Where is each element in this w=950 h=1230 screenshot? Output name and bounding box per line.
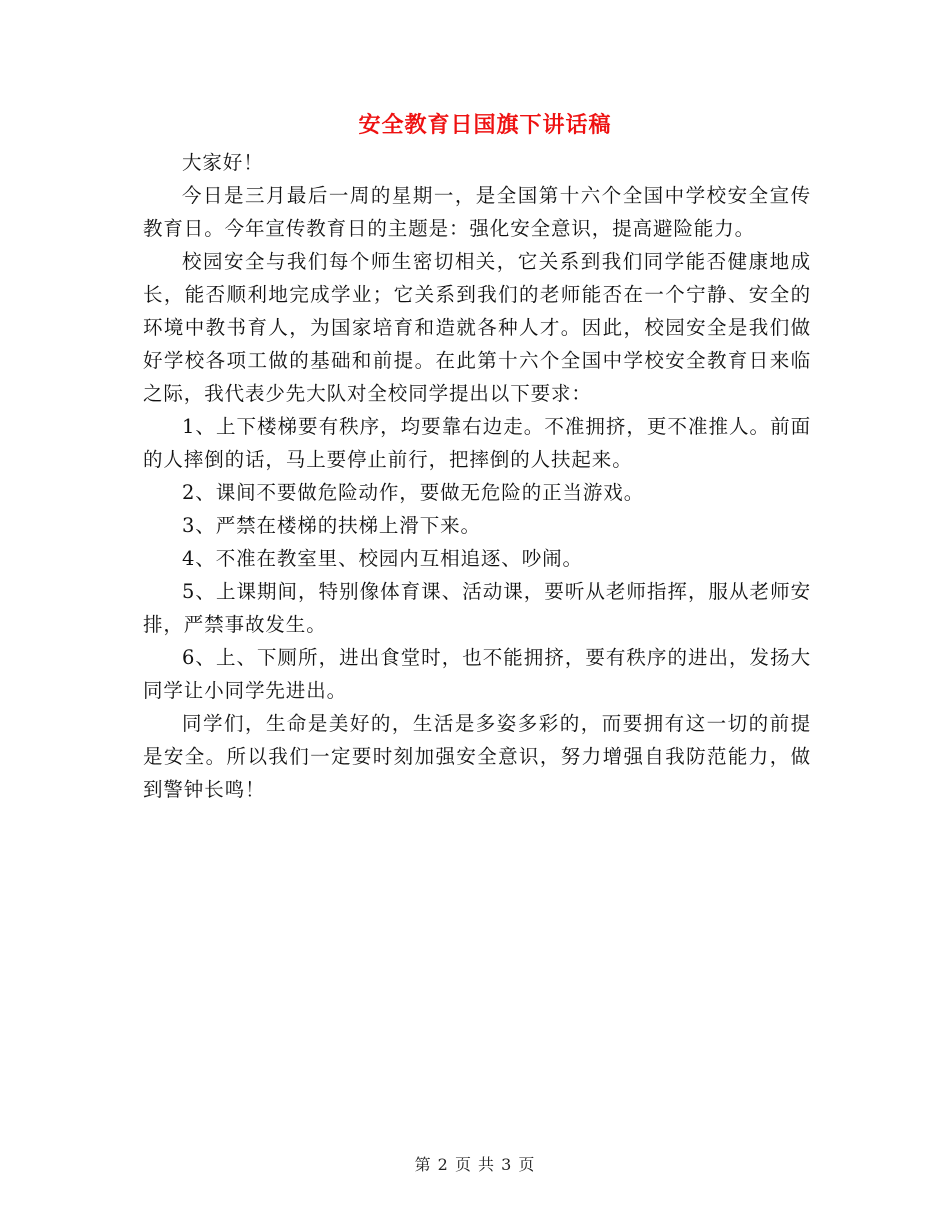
document-body [143, 146, 811, 806]
paragraph-rule-1: 1、上下楼梯要有秩序，均要靠右边走。不准拥挤，更不准推人。前面的人摔倒的话，马上要停止前行，把摔倒的人扶起来。 [143, 415, 811, 471]
paragraph-rule-2: 2、课间不要做危险动作，要做无危险的正当游戏。 [182, 481, 645, 504]
paragraph-rule-3: 3、严禁在楼梯的扶梯上滑下来。 [182, 514, 481, 537]
paragraph-greeting: 大家好！ [182, 151, 264, 174]
paragraph-intro: 今日是三月最后一周的星期一，是全国第十六个全国中学校安全宣传教育日。今年宣传教育日的主题是：强化安全意识，提高避险能力。 [143, 184, 811, 240]
paragraph-rule-4: 4、不准在教室里、校园内互相追逐、吵闹。 [182, 547, 583, 570]
paragraph-rule-5: 5、上课期间，特别像体育课、活动课，要听从老师指挥，服从老师安排，严禁事故发生。 [143, 580, 811, 636]
paragraph-closing: 同学们，生命是美好的，生活是多姿多彩的，而要拥有这一切的前提是安全。所以我们一定要时刻加强安全意识，努力增强自我防范能力，做到警钟长鸣！ [143, 712, 811, 801]
paragraph-rule-6: 6、上、下厕所，进出食堂时，也不能拥挤，要有秩序的进出，发扬大同学让小同学先进出。 [143, 646, 811, 702]
document-title: 安全教育日国旗下讲话稿 [358, 112, 612, 138]
paragraph-campus-safety: 校园安全与我们每个师生密切相关，它关系到我们同学能否健康地成长，能否顺利地完成学业；它关系到我们的老师能否在一个宁静、安全的环境中教书育人，为国家培育和造就各种人才。因此，校园安全是我们做好学校各项工做的基础和前提。在此第十六个全国中学校安全教育日来临之际，我代表少先大队对全校同学提出以下要求： [143, 250, 811, 405]
page-number: 第 2 页 共 3 页 [414, 1155, 536, 1174]
